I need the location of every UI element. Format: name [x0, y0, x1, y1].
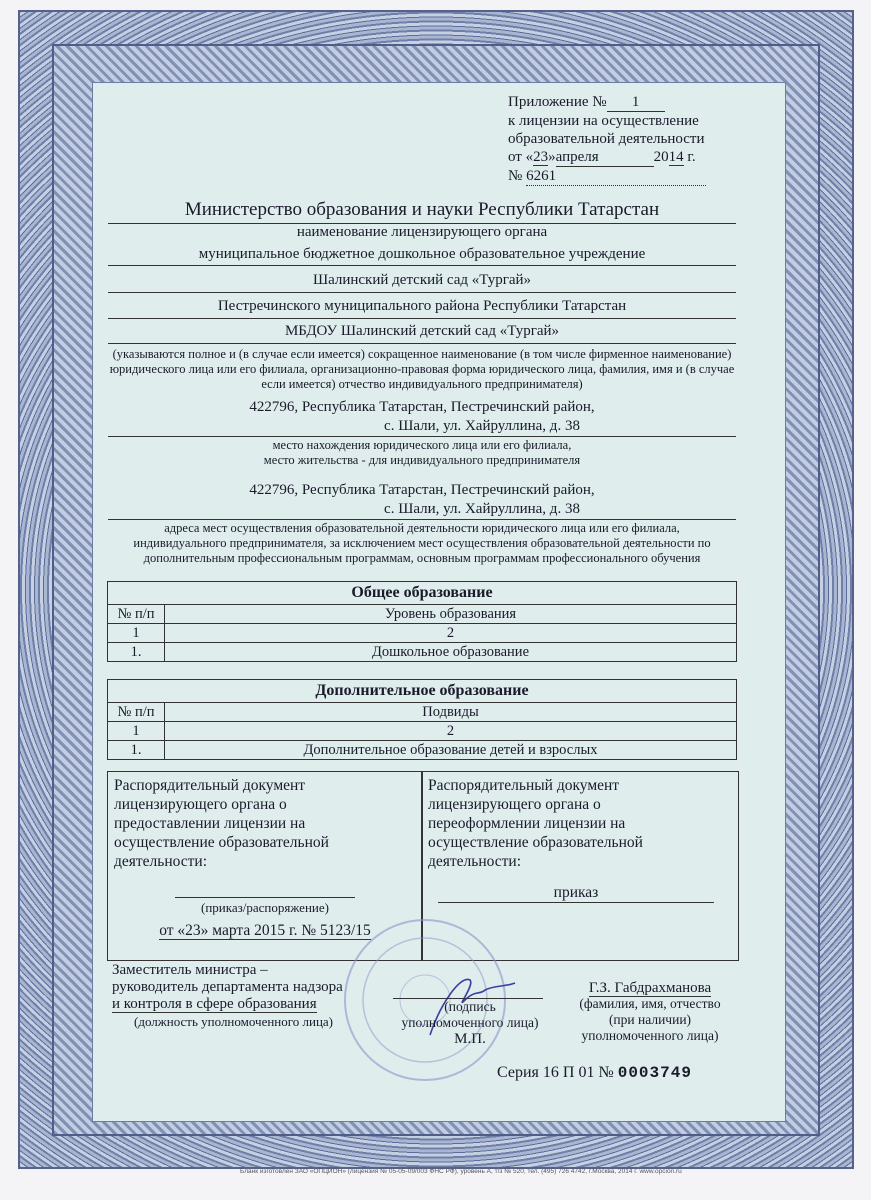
series-value: 16 П 01	[542, 1064, 595, 1081]
caption-line: место жительства - для индивидуального предпринимателя	[263, 453, 581, 467]
additional-education-table	[107, 679, 737, 760]
column-header: № п/п	[108, 605, 165, 624]
column-index: 1	[108, 722, 165, 741]
table-title: Общее образование	[108, 582, 737, 605]
text: »	[548, 149, 556, 165]
printer-footer: Бланк изготовлен ЗАО «ОПЦИОН» (лицензия № 05-05-09/003 ФНС РФ), уровень А, т/з № 520, тел. (495) 726 4742, г.Москва, 2014 г. www.opcion.ru	[240, 1168, 682, 1175]
caption-line: (подпись	[444, 999, 496, 1014]
text: №	[508, 168, 523, 184]
position-line: и контроля в сфере образования	[112, 996, 317, 1012]
grant-document-value: от «23» марта 2015 г. № 5123/15	[159, 922, 371, 939]
address-line: 422796, Республика Татарстан, Пестречинский район,	[249, 482, 595, 498]
appendix-number: 1	[607, 93, 665, 112]
table-row	[108, 643, 737, 662]
activity-address	[108, 481, 736, 519]
signer-name: Г.З. Габдрахманова	[588, 980, 712, 996]
appendix-label: Приложение №	[508, 94, 607, 110]
caption-line: уполномоченного лица)	[581, 1028, 719, 1043]
org-name-line: Шалинский детский сад «Тургай»	[312, 272, 532, 288]
org-name-line: муниципальное бюджетное дошкольное образовательное учреждение	[198, 246, 646, 262]
org-caption: (указываются полное и (в случае если имеется) сокращенное наименование (в том числе фирменное наименование) юридического лица или его филиала, организационно-правовая форма юридического лица, фамилия, имя и (в случае если имеется) отчество индивидуального предпринимателя)	[109, 347, 735, 391]
grant-document-text: Распорядительный документ лицензирующего органа о предоставлении лицензии на осуществление образовательной деятельности:	[114, 777, 329, 870]
authority-caption: наименование лицензирующего органа	[296, 224, 548, 240]
location-address	[108, 398, 736, 436]
authority-name: Министерство образования и науки Республики Татарстан	[184, 199, 660, 220]
address-line: с. Шали, ул. Хайруллина, д. 38	[384, 501, 580, 517]
signer-name-block	[560, 980, 740, 1044]
series-number-label: №	[598, 1064, 614, 1081]
activity-address-caption: адреса мест осуществления образовательной деятельности юридического лица или его филиала, индивидуального предпринимателя, за исключением мест осуществления образовательной деятельности по дополнительным профессиональным программам, основным программам профессионального обучения	[133, 521, 711, 565]
column-header: Подвиды	[165, 703, 737, 722]
appendix-day: 23	[533, 149, 549, 165]
row-name: Дошкольное образование	[165, 643, 737, 662]
signature-caption	[390, 999, 550, 1047]
table-row	[108, 741, 737, 760]
row-number: 1.	[108, 741, 165, 760]
series-label: Серия	[497, 1064, 539, 1081]
appendix-month: апреля	[556, 148, 654, 167]
appendix-line: образовательной деятельности	[508, 131, 705, 147]
position-line: руководитель департамента надзора	[112, 979, 343, 995]
column-index: 1	[108, 624, 165, 643]
address-line: с. Шали, ул. Хайруллина, д. 38	[384, 418, 580, 434]
signer-position	[112, 962, 343, 1030]
appendix-block	[508, 93, 748, 186]
grant-document-caption: (приказ/распоряжение)	[201, 900, 329, 915]
series-number: 0003749	[617, 1064, 692, 1082]
row-name: Дополнительное образование детей и взрослых	[165, 741, 737, 760]
address-line: 422796, Республика Татарстан, Пестречинский район,	[249, 399, 595, 415]
caption-line: (при наличии)	[608, 1012, 692, 1027]
stamp-place-label: М.П.	[454, 1031, 486, 1047]
caption-line: место нахождения юридического лица или его филиала,	[272, 438, 572, 452]
column-header: № п/п	[108, 703, 165, 722]
location-caption	[108, 438, 736, 468]
org-short-name: МБДОУ Шалинский детский сад «Тургай»	[284, 323, 560, 339]
caption-line: уполномоченного лица)	[401, 1015, 539, 1030]
reissue-document-value: приказ	[438, 883, 714, 903]
appendix-line: к лицензии на осуществление	[508, 113, 699, 129]
position-caption: (должность уполномоченного лица)	[134, 1014, 334, 1029]
caption-line: (фамилия, имя, отчество	[579, 996, 721, 1011]
position-line: Заместитель министра –	[112, 962, 268, 978]
org-name-line: Пестречинского муниципального района Республики Татарстан	[217, 298, 627, 314]
table-title: Дополнительное образование	[108, 680, 737, 703]
column-index: 2	[165, 624, 737, 643]
series-block	[497, 1064, 692, 1082]
text: г.	[687, 149, 696, 165]
column-index: 2	[165, 722, 737, 741]
general-education-table	[107, 581, 737, 662]
reissue-document-text: Распорядительный документ лицензирующего органа о переоформлении лицензии на осуществление образовательной деятельности:	[428, 777, 643, 870]
column-header: Уровень образования	[165, 605, 737, 624]
appendix-year: 14	[668, 149, 684, 165]
row-number: 1.	[108, 643, 165, 662]
license-number: 6261	[526, 167, 706, 186]
text: от «	[508, 149, 534, 165]
text: 20	[653, 149, 669, 165]
